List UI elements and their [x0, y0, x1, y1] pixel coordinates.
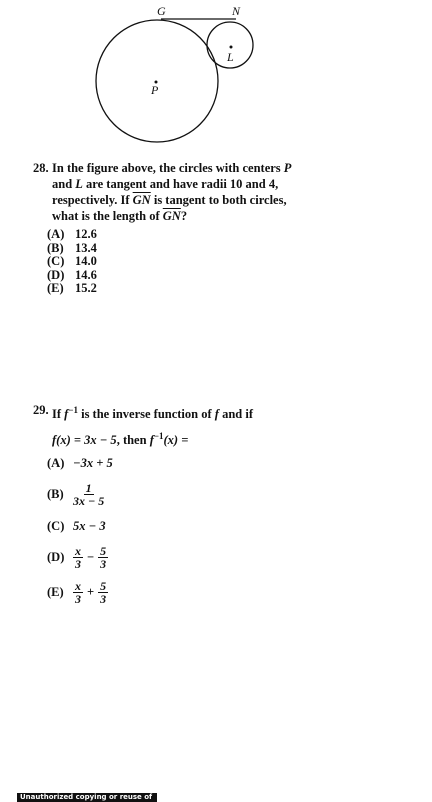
question-28-choices [33, 228, 303, 296]
question-28-stem [33, 160, 303, 224]
choice-key: (E) [47, 281, 64, 295]
q29-line1a: If [52, 407, 65, 422]
question-29-choices [33, 454, 303, 605]
q28-line2b: are tangent and have radii 10 and 4, [82, 177, 279, 191]
choice-value: 15.2 [75, 281, 97, 295]
question-28-number: 28. [33, 161, 49, 175]
choice-key: (E) [47, 585, 64, 600]
denominator: 3 [75, 592, 81, 607]
choice-key: (A) [47, 455, 65, 470]
question-29-stem [33, 402, 303, 448]
numerator: 1 [85, 481, 92, 496]
choice-key: (D) [47, 550, 65, 565]
q28-center-p: P [283, 161, 292, 175]
choice-key: (C) [47, 518, 65, 533]
choice-a[interactable] [47, 454, 303, 472]
q29-f-2: f [214, 407, 219, 422]
q28-line1: In the figure above, the circles with centers [52, 161, 284, 175]
label-g: G [157, 4, 166, 18]
q29-line1c: and if [218, 407, 253, 422]
choice-key: (B) [47, 487, 64, 502]
choice-b[interactable] [47, 242, 303, 256]
q29-inverse-sup-2: −1 [153, 431, 164, 442]
center-l-dot [230, 46, 233, 49]
circles-figure [0, 0, 432, 150]
q29-f: f [64, 407, 69, 422]
q29-inverse-sup: −1 [68, 405, 78, 415]
q28-line3a: respectively. If [52, 193, 133, 207]
q28-segment-gn: $\overline{GN}$ [132, 193, 151, 207]
numerator: 5 [100, 544, 107, 559]
label-n: N [232, 4, 241, 18]
q29-finv: f [149, 433, 154, 448]
choice-key: (C) [47, 254, 65, 268]
denominator: 3 [75, 557, 81, 572]
choice-a[interactable] [47, 228, 303, 242]
numerator: 5 [100, 579, 107, 594]
choice-e[interactable] [47, 282, 303, 296]
fraction [98, 580, 108, 605]
q29-line2-end: (x) = [163, 433, 189, 448]
numerator: x [75, 579, 81, 594]
q28-line2a: and [52, 177, 76, 191]
denominator: 3 [100, 592, 107, 607]
choice-value: 12.6 [75, 227, 97, 241]
denominator: 3x − 5 [73, 494, 105, 509]
operator: + [87, 585, 95, 600]
choice-d[interactable] [47, 545, 303, 570]
fraction [73, 482, 104, 507]
choice-c[interactable] [47, 517, 303, 535]
denominator: 3 [100, 557, 107, 572]
q29-line1b: is the inverse function of [77, 407, 215, 422]
fraction [73, 580, 83, 605]
choice-key: (D) [47, 267, 65, 282]
label-p: P [151, 83, 159, 97]
numerator: x [75, 544, 81, 559]
choice-e[interactable] [47, 580, 303, 605]
operator: − [87, 550, 95, 565]
choice-d[interactable] [47, 269, 303, 283]
choice-c[interactable] [47, 255, 303, 269]
question-29 [33, 402, 303, 615]
q28-segment-gn-2: $\overline{GN}$ [162, 209, 181, 223]
q28-line4a: what is the length of [52, 209, 163, 223]
choice-value: 13.4 [75, 240, 97, 255]
choice-key: (B) [47, 240, 64, 255]
q28-center-l: L [75, 177, 83, 191]
fraction [98, 545, 108, 570]
label-l: L [227, 50, 234, 64]
choice-b[interactable] [47, 482, 303, 507]
q29-fx: f(x) = 3x − 5 [52, 433, 117, 448]
q28-line3b: is tangent to both circles, [150, 193, 287, 207]
question-29-number: 29. [33, 403, 49, 417]
choice-value: 5x − 3 [73, 518, 106, 533]
choice-key: (A) [47, 227, 65, 241]
choice-value: 14.6 [75, 267, 97, 282]
q29-then: , then [116, 433, 150, 448]
question-28 [33, 160, 303, 296]
circles-diagram [0, 0, 432, 150]
choice-value: −3x + 5 [73, 455, 113, 470]
choice-value: 14.0 [75, 254, 97, 268]
q28-line4b: ? [180, 209, 188, 223]
fraction [73, 545, 83, 570]
copyright-footer: Unauthorized copying or reuse of [17, 793, 157, 802]
